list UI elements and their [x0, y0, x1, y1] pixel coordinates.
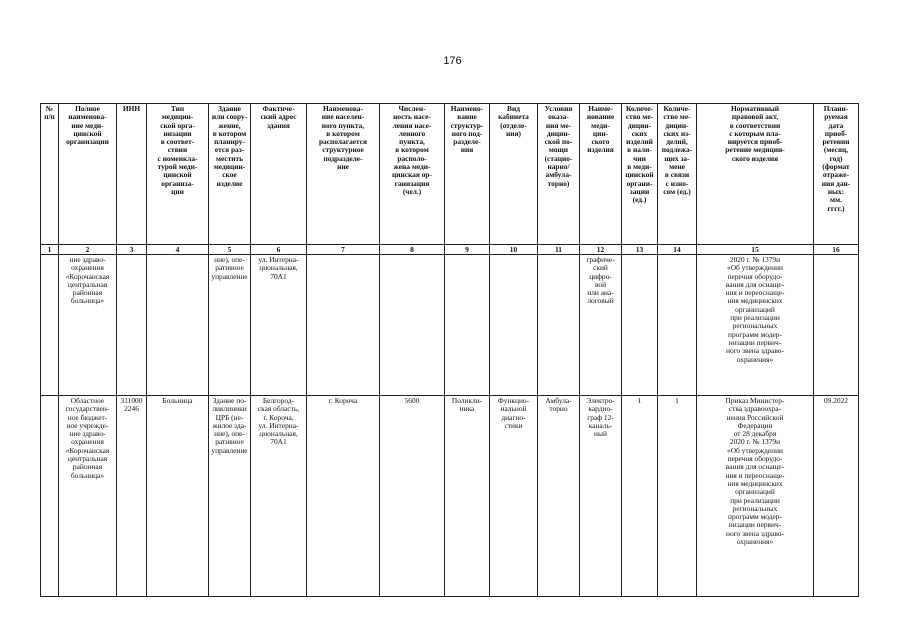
- table-cell: 1: [658, 396, 697, 597]
- table-cell: 2020 г. № 1379н «Об утверждении перечня оборудо- вания для оснаще- ния и переоснаще- ния медицинских организаций при реализации региональных программ модер- низации первич- ного звена здраво- охранения»: [697, 255, 814, 396]
- column-number: 3: [117, 245, 147, 255]
- equipment-plan-table: [40, 103, 859, 597]
- header-cell: Числен- ность насе- ления насе- ленного пункта, в котором располо- жена меди- цинская ор- ганизация (чел.): [380, 104, 445, 245]
- table-cell: [307, 255, 380, 396]
- table-cell: Больница: [147, 396, 209, 597]
- header-cell: Нормативный правовой акт, в соответствии с которым пла- нируется приоб- ретение медицин- ского изделия: [697, 104, 814, 245]
- header-cell: Полное наименова- ние меди- цинской организации: [59, 104, 117, 245]
- header-cell: ИНН: [117, 104, 147, 245]
- table-cell: Белгород- ская область, г. Короча, ул. Интерна- циональная, 70А1: [251, 396, 307, 597]
- table-cell: Приказ Министер- ства здравоохра- нения Российской Федерации от 28 декабря 2020 г. № 1379н «Об утверждении перечня оборудо- вания для оснаще- ния и переоснаще- ния медицинских организаций при реализации региональных программ модер- низации первич- ного звена здраво- охранения»: [697, 396, 814, 597]
- column-number: 1: [41, 245, 59, 255]
- header-cell: Наименова- ние населен- ного пункта, в котором располагается структурное подразделе- ние: [307, 104, 380, 245]
- column-number: 14: [658, 245, 697, 255]
- table-cell: Функцио- нальной диагно- стики: [490, 396, 538, 597]
- table-cell: [622, 255, 658, 396]
- header-cell: Тип медицин- ской орга- низации в соответ- ствии с номенкла- турой меди- цинской организа- ции: [147, 104, 209, 245]
- column-number: 12: [580, 245, 622, 255]
- header-cell: Наимено- вание структур- ного под- разделе- ния: [445, 104, 490, 245]
- table-cell: г. Короча: [307, 396, 380, 597]
- column-number: 15: [697, 245, 814, 255]
- table-cell: [490, 255, 538, 396]
- header-row: [41, 104, 859, 245]
- column-number: 13: [622, 245, 658, 255]
- table-cell: [41, 255, 59, 396]
- table-cell: Поликли- ника: [445, 396, 490, 597]
- table-cell: Здание по- ликлиники ЦРБ (не- жилое зда- ние), опе- ративное управление: [209, 396, 251, 597]
- header-cell: № п/п: [41, 104, 59, 245]
- table-cell: [147, 255, 209, 396]
- page-number: 176: [443, 55, 462, 67]
- column-number: 9: [445, 245, 490, 255]
- table-cell: Областное государствен- ное бюджет- ное учрежде- ние здраво- охранения «Корочанская центральная районная больница»: [59, 396, 117, 597]
- table-row: [41, 255, 859, 396]
- column-number: 6: [251, 245, 307, 255]
- table-cell: 5600: [380, 396, 445, 597]
- table-cell: ние), опе- ративное управление: [209, 255, 251, 396]
- column-number: 8: [380, 245, 445, 255]
- header-cell: Условия оказа- ния ме- дицин- ской по- мощи (стацио- нарно/ амбула- торно): [538, 104, 580, 245]
- table-cell: [814, 255, 859, 396]
- table-cell: [658, 255, 697, 396]
- header-cell: Плани- руемая дата приоб- ретении (месяц, год) (формат отраже- ния дан- ных: мм. гггг.): [814, 104, 859, 245]
- header-cell: Количе- ство ме- дицин- ских из- делий, подлежа- щих за- мене в связи с изно- сом (ед.): [658, 104, 697, 245]
- column-number: 2: [59, 245, 117, 255]
- column-number: 5: [209, 245, 251, 255]
- table-cell: ние здраво- охранения «Корочанская центральная районная больница»: [59, 255, 117, 396]
- table-row: [41, 396, 859, 597]
- table-cell: [41, 396, 59, 597]
- column-number: 10: [490, 245, 538, 255]
- header-cell: Фактиче- ский адрес здания: [251, 104, 307, 245]
- column-number: 16: [814, 245, 859, 255]
- column-number: 11: [538, 245, 580, 255]
- column-number: 4: [147, 245, 209, 255]
- table-cell: [380, 255, 445, 396]
- table-cell: графиче- ский цифро- вой или ана- логовый: [580, 255, 622, 396]
- table-cell: [538, 255, 580, 396]
- table-cell: [117, 255, 147, 396]
- header-cell: Здание или соору- жение, в котором планиру- ется раз- местить медицин- ское изделие: [209, 104, 251, 245]
- table-cell: [445, 255, 490, 396]
- header-cell: Количе- ство ме- дицин- ских изделий в нали- чии в меди- цинской органи- зации (ед.): [622, 104, 658, 245]
- table-cell: ул. Интерна- циональная, 70А1: [251, 255, 307, 396]
- table-cell: 09.2022: [814, 396, 859, 597]
- column-number: 7: [307, 245, 380, 255]
- table-cell: Амбула- торно: [538, 396, 580, 597]
- header-cell: Наиме- нование меди- цин- ского изделия: [580, 104, 622, 245]
- table-cell: 311000 2246: [117, 396, 147, 597]
- table-cell: Электро- кардио- граф 12- каналь- ный: [580, 396, 622, 597]
- table-cell: 1: [622, 396, 658, 597]
- column-number-row: [41, 245, 859, 255]
- header-cell: Вид кабинета (отделе- ния): [490, 104, 538, 245]
